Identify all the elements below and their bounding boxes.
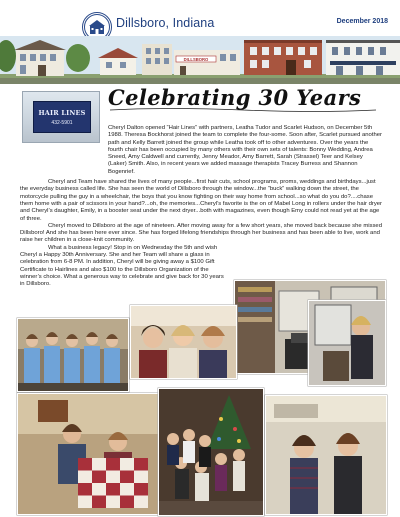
town-name: Dillsboro, Indiana: [116, 16, 215, 30]
stylist-at-mirror-photo: [308, 300, 386, 386]
svg-text:DILLSBORO: DILLSBORO: [183, 57, 209, 62]
article-paragraph: What a business legacy! Stop in on Wednesday the 5th and wish Cheryl a Happy 30th Anniversary. She and her Team will share a glass in celebration from 6-8 PM. In addition, Cheryl will be giving away a $100 Gift Certificate to Hairlines and also $100 to the Dillsboro Organization of the winner’s choice. What a generous way to celebrate and give back for 30 years in Dillsboro.: [20, 244, 224, 288]
team-group-photo: [17, 318, 129, 392]
christmas-party-photo: [158, 388, 264, 516]
article-title: Celebrating 30 Years: [108, 85, 362, 110]
title-flourish-icon: [108, 107, 378, 113]
issue-date: December 2018: [336, 18, 388, 25]
article-body: [20, 125, 382, 289]
two-women-photo: [265, 395, 387, 515]
sign-phone-number: 432-5901: [51, 120, 73, 126]
three-women-smiling-photo: [130, 305, 237, 379]
article-paragraph: Cheryl and Team have shared the lives of many people...first hair cuts, school programs, proms, weddings and birthdays...just the everyday business called life. She has seen the world of Dillsboro through the window...the “buck” walking down the street, the motorcycle pulling the guy in a wheelchair, the boys that you know fighting on their way home from school...so what do you do?....chase them home with a pair of scissors in your hand?...oh, the memories...Cheryl’s favorite is the on of Mabel Long in rollers under the hair dryer and Cheryl’s daughter, Emily, in a booster seat under the next dryer...both with magazines, even though Emy could not read yet at the age of three.: [20, 179, 383, 222]
article-paragraph: Cheryl Dalton opened “Hair Lines” with partners, Leatha Tudor and Scarlet Hudson, on December 5th 1988. Theresa Bockhorst joined the team to complete the four-some. Soon after, Scarlet pursued another path and Kelly Barrett joined the group while Leatha took off to other adventures. Over the years the fourth chair has been occupied by many others with their own sets of talents: Bonny Wedding, Andrea Sneed, Amy Caldwell and currently, Jenny Meador, Amy Barrett, Sarah (Strassel) Teer and Kelsey (Laker) Smith. Also, in recent years we added massage therapists Tracey Burress and Shannon Bogenrief.: [108, 125, 382, 175]
town-street-illustration-icon: [0, 36, 400, 84]
article-paragraph: Cheryl moved to Dillsboro at the age of nineteen. After moving away for a few short years, she moved back because she missed Dillsboro! And she has been here ever since. She has forged lifelong friendships through her business and has been able to live, work and raise her children in a close-knit community.: [20, 222, 382, 244]
sign-business-name: HAIR LINES: [38, 109, 86, 117]
quilt-photo: [17, 393, 159, 515]
